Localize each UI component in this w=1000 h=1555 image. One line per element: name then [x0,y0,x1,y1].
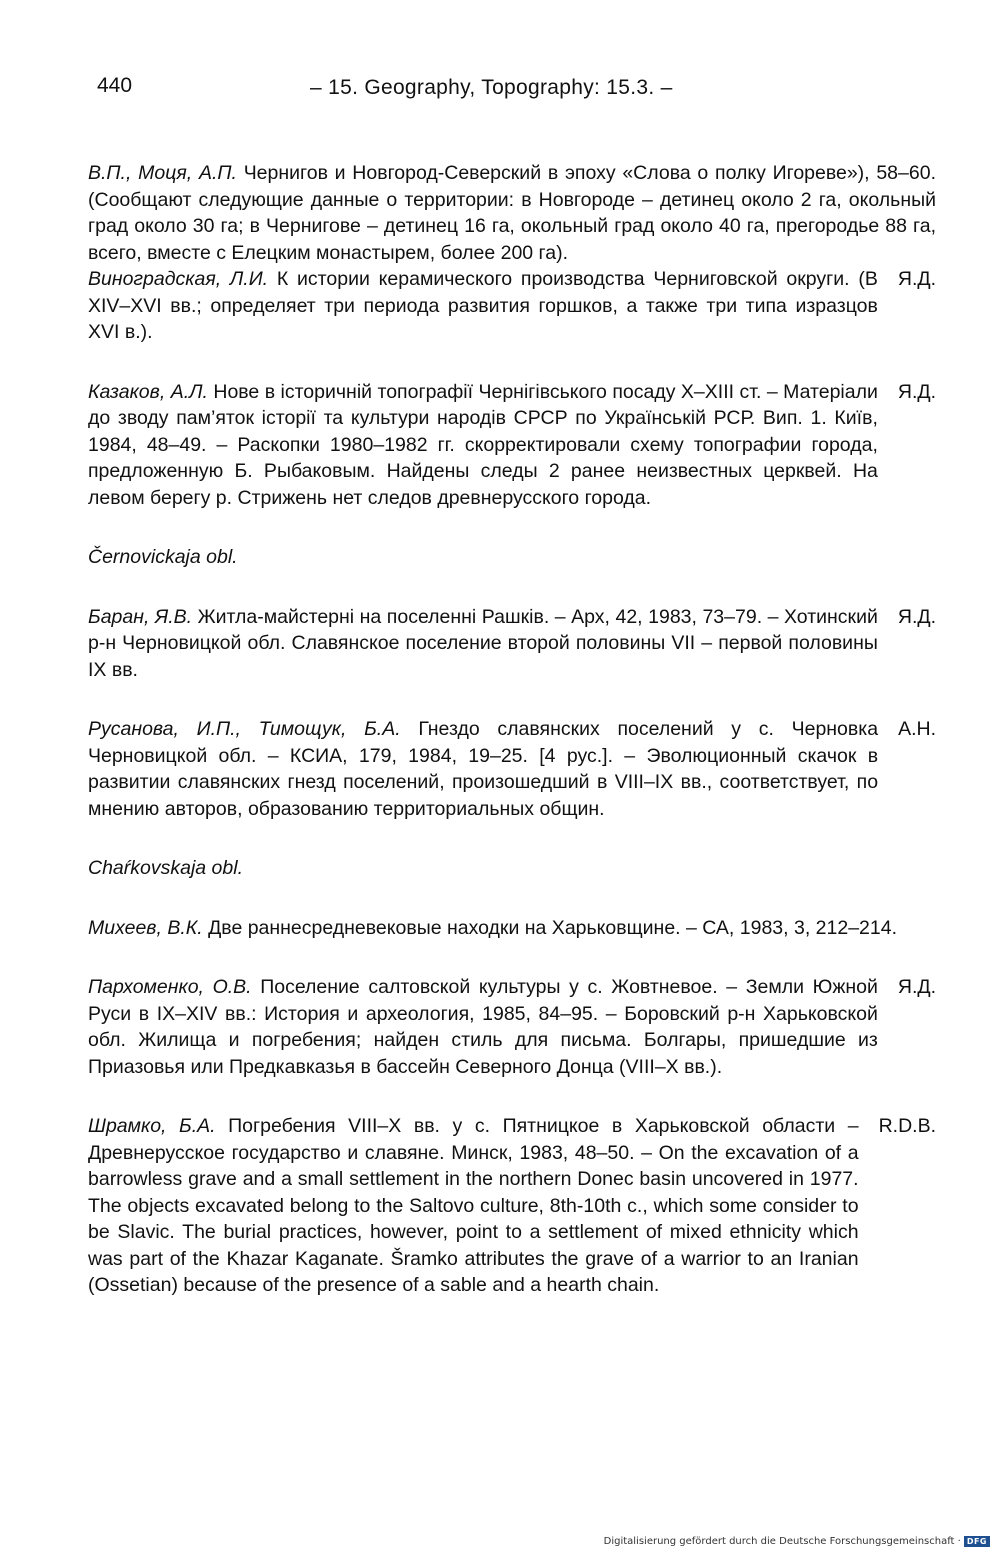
bibliography-entry [88,379,936,512]
entry-text: Житла-майстерні на поселенні Рашків. – Арх, 42, 1983, 73–79. – Хотинский р-н Черновицкой обл. Славянское поселение второй половины VII – первой половины IX вв. [88,605,878,681]
bibliography-entry [88,160,936,346]
entry-author: В.П., Моця, А.П. [88,162,237,184]
reviewer-initials: Я.Д. [897,380,936,403]
entry-author: Русанова, И.П., Тимощук, Б.А. [88,718,401,740]
bibliography-content [88,160,936,1332]
entry-last-line [88,716,936,822]
bibliography-entry [88,1113,936,1299]
entry-author: Виноградская, Л.И. [88,268,269,290]
entry-author: Михеев, В.К. [88,916,203,939]
bibliography-entry [88,974,936,1080]
entry-text: Погребения VIII–X вв. у с. Пятницкое в Харьковской области – Древнерусское государство и славяне. Минск, 1983, 48–50. – On the excavation of a barrowless grave and a small settlement in the northern Donec basin uncovered in 1977. The objects excavated belong to the Saltovo culture, 8th-10th c., which some consider to be Slavic. The burial practices, however, point to a settlement of mixed ethnicity which was part of the Khazar Kaganate. Šramko attributes the grave of a warrior to an Iranian (Ossetian) because of the presence of a sable and a hearth chain. [88,1115,859,1296]
region-heading: Chaŕkovskaja obl. [88,857,243,879]
entry-author: Баран, Я.В. [88,605,193,628]
running-head: – 15. Geography, Topography: 15.3. – [310,76,673,99]
digitization-footer [604,1536,990,1547]
reviewer-initials: R.D.B. [878,1115,936,1137]
entry-last-line [88,266,936,346]
entry-last-line [88,379,936,512]
entry-text: Гнездо славянских поселений у с. Черновка Черновицкой обл. – КСИА, 179, 1984, 19–25. [4 рус.]. – Эволюционный скачок в развитии славянских гнезд поселений, произошедший в VIII–IX вв., соответствует, по мнению авторов, образованию территориальных общин. [88,718,879,820]
entry-text: Две раннесредневековые находки на Харьковщине. – СА, 1983, 3, 212–214. [208,916,897,939]
page-number: 440 [97,74,133,97]
reviewer-initials: Я.Д. [897,976,936,998]
entry-text: Чернигов и Новгород-Северский в эпоху «Слова о полку Игореве»), 58–60. (Сообщают следующие данные о территории: в Новгороде – детинец около 2 га, окольный град около 30 га; в Чернигове – детинец 16 га, окольный град около 40 га, прегородье 88 га, всего, вместе с Елецким монастырем, более 200 га). [88,162,936,264]
bibliography-entry [88,604,936,684]
dfg-logo-icon: DFG [964,1536,990,1547]
footer-text: Digitalisierung gefördert durch die Deutsche Forschungsgemeinschaft · [603,1536,961,1547]
bibliography-entry [88,915,936,942]
reviewer-initials: А.Н. [898,718,936,740]
entry-last-line [88,604,936,684]
bibliography-entry [88,716,936,822]
entry-author: Пархоменко, О.В. [88,976,252,998]
entry-text: Поселение салтовской культуры у с. Жовтневое. – Земли Южной Руси в IX–XIV вв.: История и археология, 1985, 84–95. – Боровский р-н Харьковской обл. Жилища и погребения; найден стиль для письма. Болгары, пришедшие из Приазовья или Предкавказья в бассейн Северного Донца (VIII–X вв.). [88,976,878,1078]
reviewer-initials: Я.Д. [897,605,936,628]
entry-author: Шрамко, Б.А. [88,1115,216,1137]
entry-text: Нове в історичній топографії Чернігівського посаду X–XIII ст. – Матеріали до зводу пам’яток історії та культури народів СРСР по Українській РСР. Вип. 1. Київ, 1984, 48–49. – Раскопки 1980–1982 гг. скорректировали схему топографии города, предложенную Б. Рыбаковым. Найдены следы 2 ранее неизвестных церквей. На левом берегу р. Стрижень нет следов древнерусского города. [88,380,878,509]
entry-text: К истории керамического производства Черниговской округи. (В XIV–XVI вв.; определяет три периода развития горшков, а также три типа изразцов XVI в.). [88,268,878,343]
reviewer-initials: Я.Д. [897,268,936,290]
entry-last-line [88,1113,936,1299]
entry-author: Казаков, А.Л. [88,380,208,403]
entry-last-line [88,974,936,1080]
region-heading: Černovickaja obl. [88,546,238,568]
